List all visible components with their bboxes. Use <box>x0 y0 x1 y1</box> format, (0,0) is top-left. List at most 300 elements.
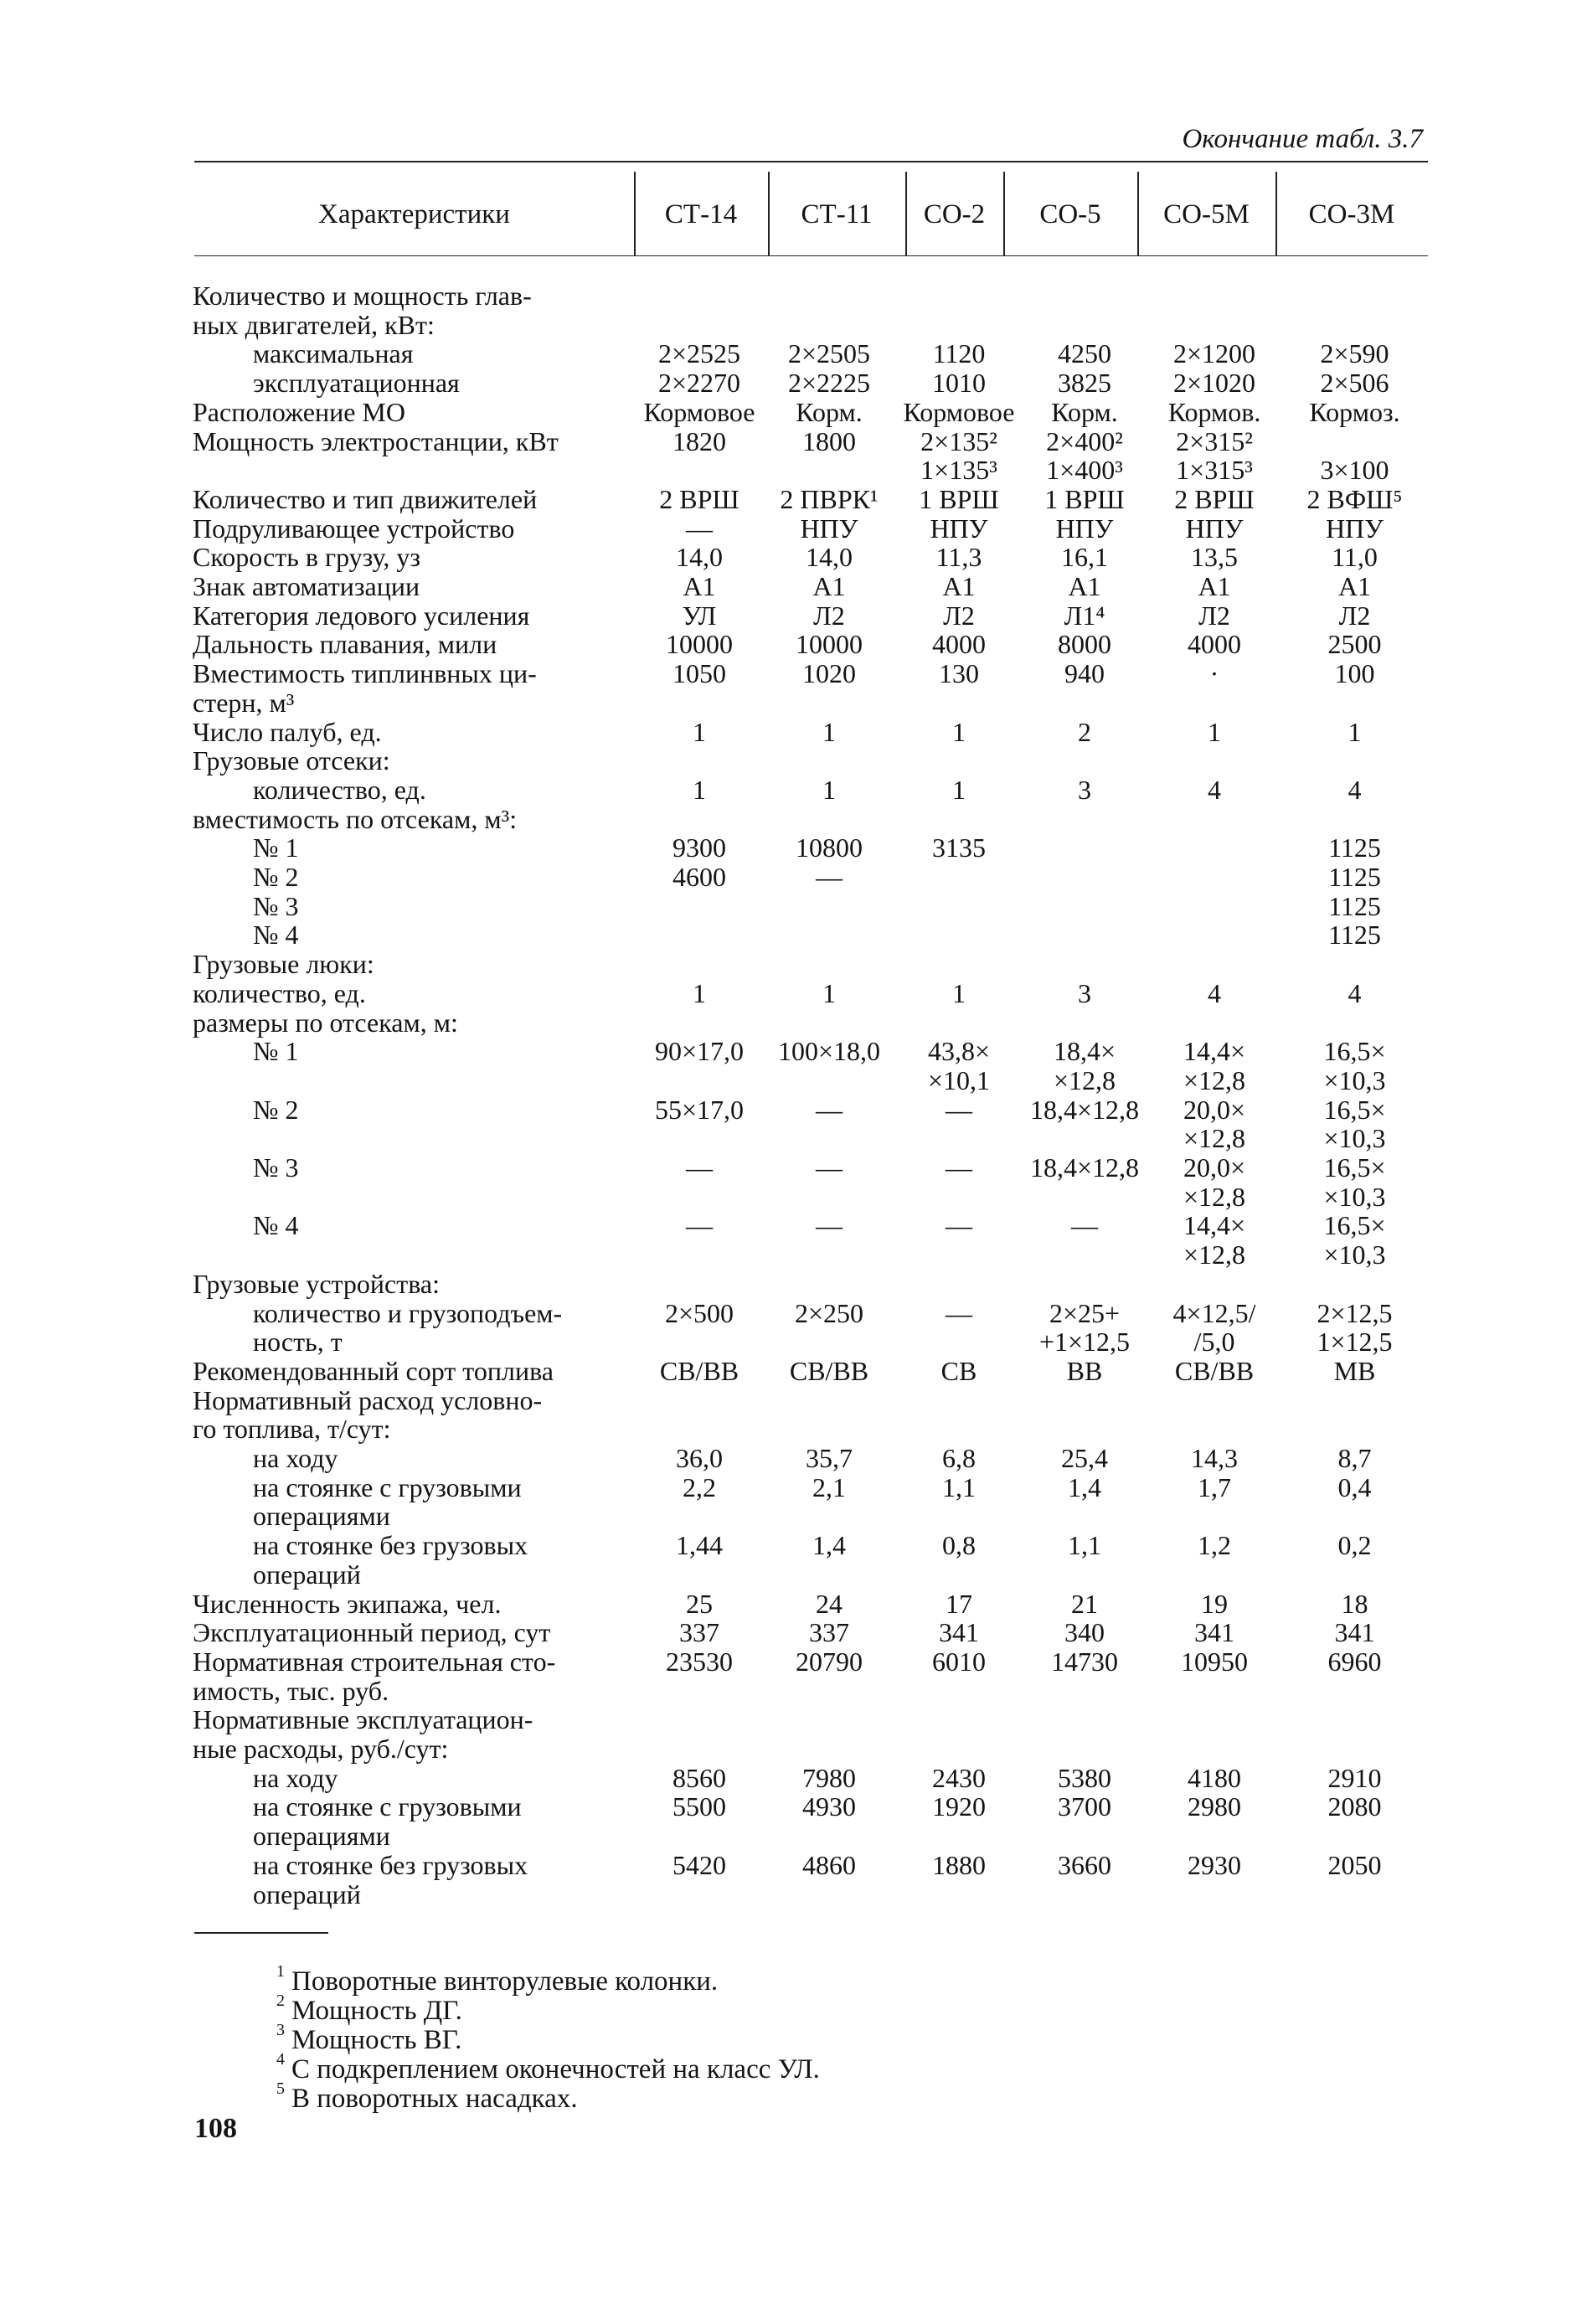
table-cell: 4×12,5/ <box>1172 1297 1256 1328</box>
table-row <box>193 600 1432 631</box>
row-label: Знак автоматизации <box>193 571 420 601</box>
table-cell: 1125 <box>1328 920 1381 951</box>
table-row <box>193 455 1432 485</box>
table-row <box>193 1646 1432 1677</box>
table-cell: 10800 <box>796 832 863 863</box>
table-cell: 1 <box>693 774 706 805</box>
table-cell: 4 <box>1208 774 1221 805</box>
table-cell: 340 <box>1064 1617 1105 1648</box>
table-cell: 4 <box>1348 977 1362 1008</box>
table-cell: 90×17,0 <box>654 1036 745 1067</box>
header-so2: СО-2 <box>923 198 986 229</box>
row-label: Категория ледового усиления <box>193 600 530 631</box>
footnote-mark: 3 <box>276 2021 285 2039</box>
table-cell: 341 <box>1194 1617 1234 1648</box>
footnote-text: Мощность ДГ. <box>291 1996 462 2026</box>
row-label: № 2 <box>253 862 299 892</box>
table-cell: А1 <box>812 571 846 601</box>
footnote-text: С подкреплением оконечностей на класс УЛ. <box>291 2054 820 2084</box>
table-row <box>193 949 1432 979</box>
table-cell: 6960 <box>1327 1646 1382 1677</box>
table-cell: 3700 <box>1058 1791 1111 1822</box>
row-label: операций <box>253 1878 361 1909</box>
table-cell: 36,0 <box>676 1443 723 1473</box>
table-cell: — <box>1071 1210 1098 1241</box>
table-cell: — <box>946 1210 972 1241</box>
footnote-text: Поворотные винторулевые колонки. <box>291 1966 719 1997</box>
table-cell: 2×506 <box>1320 368 1389 399</box>
table-cell: — <box>686 513 713 544</box>
table-cell: 0,4 <box>1337 1471 1372 1502</box>
table-cell: 3660 <box>1058 1849 1111 1880</box>
table-cell: Л1⁴ <box>1064 600 1105 631</box>
row-label: № 3 <box>253 890 299 921</box>
header-so5m: СО-5М <box>1163 198 1250 229</box>
table-row <box>193 1298 1432 1328</box>
table-cell: 16,1 <box>1061 542 1108 573</box>
row-label: на стоянке с грузовыми <box>253 1471 522 1502</box>
table-row <box>193 978 1432 1008</box>
table-cell: 18,4×12,8 <box>1029 1094 1140 1125</box>
table-cell: 4930 <box>802 1791 856 1822</box>
table-cell: 6010 <box>932 1646 986 1677</box>
row-label: стерн, м³ <box>193 687 295 718</box>
table-cell: 14730 <box>1051 1646 1118 1677</box>
table-cell: ×10,3 <box>1323 1123 1386 1154</box>
table-cell: ВВ <box>1066 1355 1103 1386</box>
table-cell: Л2 <box>1338 600 1371 631</box>
table-row <box>193 310 1432 340</box>
header-st14: СТ-14 <box>664 198 738 229</box>
table-row <box>193 1879 1432 1909</box>
table-cell: 16,5× <box>1323 1210 1386 1241</box>
column-divider <box>768 172 770 255</box>
row-label: ность, т <box>253 1327 343 1358</box>
table-cell: 14,4× <box>1183 1210 1246 1241</box>
table-cell: Кормовое <box>643 396 755 427</box>
table-cell: 35,7 <box>806 1443 853 1473</box>
table-row <box>193 1472 1432 1502</box>
table-cell: СВ/ВВ <box>789 1355 869 1386</box>
table-cell: — <box>816 862 843 892</box>
row-label: операций <box>253 1559 361 1590</box>
table-cell: 2 ВРШ <box>1174 483 1255 514</box>
table-cell: ×10,3 <box>1323 1181 1386 1212</box>
row-label: Нормативные эксплуатацион- <box>193 1704 533 1735</box>
row-label: на стоянке без грузовых <box>253 1530 528 1561</box>
column-divider <box>634 172 636 255</box>
table-cell: А1 <box>1337 571 1372 601</box>
table-cell: +1×12,5 <box>1038 1327 1131 1358</box>
column-divider <box>1003 172 1005 255</box>
row-label: Грузовые устройства: <box>193 1268 440 1299</box>
table-cell: 4860 <box>802 1849 856 1880</box>
table-cell: 2×12,5 <box>1317 1297 1393 1328</box>
table-cell: ×12,8 <box>1183 1239 1246 1270</box>
table-cell: 2980 <box>1188 1791 1241 1822</box>
table-cell: 1 <box>822 774 836 805</box>
row-label: эксплуатационная <box>253 368 460 399</box>
table-cell: МВ <box>1333 1355 1376 1386</box>
table-cell: 2×1200 <box>1172 338 1256 369</box>
footnote-mark: 1 <box>276 1962 285 1981</box>
row-label: Подруливающее устройство <box>193 513 515 544</box>
row-label: Расположение МО <box>193 396 405 427</box>
table-cell: 1,7 <box>1198 1471 1231 1502</box>
table-row <box>193 513 1432 544</box>
table-row <box>193 1763 1432 1793</box>
table-cell: 1,4 <box>812 1530 846 1561</box>
table-cell: — <box>816 1210 843 1241</box>
table-cell: А1 <box>683 571 716 601</box>
table-row <box>193 1704 1432 1734</box>
table-row <box>193 1734 1432 1764</box>
table-cell: 18,4× <box>1053 1036 1116 1067</box>
table-cell: 16,5× <box>1323 1094 1386 1125</box>
table-cell: 1 <box>952 977 966 1008</box>
table-cell: 2050 <box>1327 1849 1382 1880</box>
row-label: Количество и тип движителей <box>193 483 538 514</box>
table-cell: 1 <box>952 774 966 805</box>
row-label: количество, ед. <box>193 977 366 1008</box>
table-cell: 1920 <box>932 1791 986 1822</box>
row-label: Рекомендованный сорт топлива <box>193 1355 554 1386</box>
table-cell: 20790 <box>796 1646 863 1677</box>
table-cell: 337 <box>809 1617 849 1648</box>
table-cell: 25 <box>686 1588 713 1619</box>
table-cell: ×12,8 <box>1053 1064 1116 1095</box>
table-cell: 17 <box>946 1588 972 1619</box>
table-cell: ×10,3 <box>1323 1064 1386 1095</box>
table-cell: 940 <box>1064 658 1105 689</box>
table-row <box>193 1095 1432 1125</box>
table-cell: 2430 <box>932 1762 986 1793</box>
table-cell: 18,4×12,8 <box>1029 1152 1140 1183</box>
table-cell: ×12,8 <box>1183 1064 1246 1095</box>
table-cell: А1 <box>1068 571 1101 601</box>
table-cell: 3 <box>1078 977 1091 1008</box>
row-label: количество и грузоподъем- <box>253 1297 563 1328</box>
table-cell: 2×500 <box>664 1297 734 1328</box>
row-label: го топлива, т/сут: <box>193 1414 391 1445</box>
table-cell: Кормоз. <box>1309 396 1400 427</box>
table-cell: 1,2 <box>1198 1530 1231 1561</box>
row-label: максимальная <box>253 338 414 369</box>
table-cell: 1 <box>693 716 706 747</box>
table-row <box>193 1850 1432 1880</box>
row-label: Дальность плавания, мили <box>193 629 497 660</box>
table-row <box>193 1123 1432 1153</box>
table-cell: 1050 <box>672 658 726 689</box>
footnote-mark: 4 <box>276 2050 285 2069</box>
table-cell: 1 <box>952 716 966 747</box>
table-cell: 1120 <box>932 338 986 369</box>
table-cell: 1×315³ <box>1176 455 1253 486</box>
table-row <box>193 484 1432 514</box>
table-cell: Корм. <box>1051 396 1118 427</box>
table-cell: 2080 <box>1327 1791 1382 1822</box>
table-cell: 5500 <box>672 1791 726 1822</box>
table-cell: СВ/ВВ <box>659 1355 739 1386</box>
table-row <box>193 1676 1432 1706</box>
table-cell: 11,0 <box>1332 542 1378 573</box>
table-cell: 0,2 <box>1337 1530 1372 1561</box>
row-label: операциями <box>253 1821 390 1852</box>
table-cell: 2,1 <box>812 1471 846 1502</box>
row-label: на ходу <box>253 1443 338 1473</box>
table-row <box>193 571 1432 601</box>
table-top-rule <box>194 161 1428 162</box>
table-cell: 4000 <box>932 629 986 660</box>
column-divider <box>1275 172 1277 255</box>
table-row <box>193 1589 1432 1619</box>
row-label: № 3 <box>253 1152 299 1183</box>
table-cell: 1,1 <box>1068 1530 1101 1561</box>
table-cell: 4250 <box>1058 338 1111 369</box>
table-cell: 100×18,0 <box>777 1036 881 1067</box>
table-caption: Окончание табл. 3.7 <box>1182 124 1423 154</box>
table-cell: 23530 <box>666 1646 733 1677</box>
row-label: Нормативная строительная сто- <box>193 1646 556 1677</box>
table-cell: Л2 <box>943 600 975 631</box>
table-cell: 1 ВРШ <box>919 483 999 514</box>
table-cell: 6,8 <box>942 1443 976 1473</box>
table-cell: 8560 <box>672 1762 726 1793</box>
table-row <box>193 1007 1432 1038</box>
table-cell: 16,5× <box>1323 1152 1386 1183</box>
table-cell: 3825 <box>1058 368 1111 399</box>
table-row <box>193 1152 1432 1183</box>
row-label: № 1 <box>253 832 299 863</box>
table-row <box>193 862 1432 892</box>
table-cell: 1×400³ <box>1046 455 1123 486</box>
table-cell: 2×2505 <box>787 338 871 369</box>
table-cell: 24 <box>816 1588 843 1619</box>
table-cell: 21 <box>1071 1588 1098 1619</box>
table-cell: 7980 <box>802 1762 856 1793</box>
table-cell: · <box>1209 658 1219 689</box>
table-cell: 43,8× <box>927 1036 991 1067</box>
table-cell: ×12,8 <box>1183 1123 1246 1154</box>
table-cell: 341 <box>939 1617 979 1648</box>
table-row <box>193 1443 1432 1473</box>
table-cell: А1 <box>942 571 976 601</box>
table-cell: 4180 <box>1188 1762 1241 1793</box>
table-cell: 5420 <box>672 1849 726 1880</box>
table-cell: Кормов. <box>1167 396 1261 427</box>
table-cell: 2×590 <box>1320 338 1389 369</box>
table-row <box>193 775 1432 805</box>
table-cell: 1125 <box>1328 862 1381 892</box>
table-cell: 2×400² <box>1046 425 1123 456</box>
table-cell: 55×17,0 <box>654 1094 745 1125</box>
table-cell: 3 <box>1078 774 1091 805</box>
table-cell: СВ/ВВ <box>1174 1355 1255 1386</box>
table-cell: — <box>816 1152 843 1183</box>
table-cell: Корм. <box>796 396 863 427</box>
table-cell: 1020 <box>802 658 856 689</box>
row-label: Грузовые отсеки: <box>193 745 390 776</box>
table-row <box>193 1530 1432 1560</box>
table-cell: СВ <box>940 1355 977 1386</box>
table-row <box>193 1210 1432 1240</box>
table-row <box>193 1791 1432 1822</box>
table-row <box>193 1239 1432 1270</box>
table-row <box>193 717 1432 747</box>
table-cell: 1×12,5 <box>1317 1327 1393 1358</box>
table-cell: 25,4 <box>1061 1443 1108 1473</box>
table-row <box>193 688 1432 718</box>
row-label: ные расходы, руб./сут: <box>193 1734 449 1764</box>
table-cell: 2,2 <box>683 1471 716 1502</box>
table-cell: 1,44 <box>676 1530 723 1561</box>
table-cell: 1010 <box>932 368 986 399</box>
row-label: Вместимость типлинвных ци- <box>193 658 537 689</box>
row-label: № 4 <box>253 1210 299 1241</box>
table-cell: 8,7 <box>1337 1443 1372 1473</box>
table-cell: Кормовое <box>903 396 1015 427</box>
table-cell: 2×2225 <box>787 368 871 399</box>
table-cell: 2×135² <box>920 425 997 456</box>
table-row <box>193 1385 1432 1415</box>
table-cell: 14,3 <box>1191 1443 1238 1473</box>
table-cell: 2×1020 <box>1172 368 1256 399</box>
footnote <box>276 2077 578 2114</box>
row-label: № 1 <box>253 1036 299 1067</box>
table-header-rule <box>194 255 1428 256</box>
table-cell: 2500 <box>1327 629 1382 660</box>
header-so3m: СО-3М <box>1308 198 1395 229</box>
row-label: ных двигателей, кВт: <box>193 309 435 340</box>
table-cell: 1 <box>693 977 706 1008</box>
table-cell: 0,8 <box>942 1530 976 1561</box>
table-cell: 2 ВФШ⁵ <box>1306 483 1403 514</box>
table-row <box>193 1036 1432 1066</box>
table-cell: 1×135³ <box>920 455 997 486</box>
table-cell: НПУ <box>800 513 858 544</box>
row-label: Число палуб, ед. <box>193 716 382 747</box>
column-divider <box>905 172 907 255</box>
header-characteristics: Характеристики <box>318 198 510 229</box>
row-label: Мощность электростанции, кВт <box>193 425 559 456</box>
row-label: Грузовые люки: <box>193 949 374 980</box>
table-row <box>193 368 1432 398</box>
table-cell: 1125 <box>1328 832 1381 863</box>
row-label: количество, ед. <box>253 774 426 805</box>
row-label: на ходу <box>253 1762 338 1793</box>
header-so5: СО-5 <box>1039 198 1101 229</box>
table-cell: 10950 <box>1181 1646 1248 1677</box>
table-cell: 11,3 <box>935 542 982 573</box>
table-cell: 4000 <box>1188 629 1241 660</box>
table-cell: 14,4× <box>1183 1036 1246 1067</box>
table-cell: 19 <box>1201 1588 1228 1619</box>
footnote-rule <box>194 1932 328 1934</box>
table-cell: 1 <box>1348 716 1362 747</box>
table-row <box>193 542 1432 572</box>
table-cell: 2×250 <box>794 1297 864 1328</box>
row-label: операциями <box>253 1501 390 1532</box>
table-cell: — <box>946 1094 972 1125</box>
table-cell: 4600 <box>672 862 726 892</box>
table-cell: — <box>686 1152 713 1183</box>
table-cell: 14,0 <box>676 542 723 573</box>
table-cell: 3135 <box>932 832 986 863</box>
column-divider <box>1137 172 1139 255</box>
table-cell: НПУ <box>930 513 988 544</box>
table-cell: ×10,1 <box>927 1064 991 1095</box>
table-row <box>193 658 1432 688</box>
row-label: имость, тыс. руб. <box>193 1675 389 1706</box>
footnote-mark: 5 <box>276 2079 285 2098</box>
table-cell: 9300 <box>672 832 726 863</box>
table-cell: 10000 <box>666 629 733 660</box>
table-row <box>193 1065 1432 1095</box>
table-cell: 341 <box>1334 1617 1375 1648</box>
table-cell: 1 <box>822 716 836 747</box>
table-row <box>193 1617 1432 1647</box>
row-label: Численность экипажа, чел. <box>193 1588 502 1619</box>
table-row <box>193 1559 1432 1590</box>
table-row <box>193 891 1432 921</box>
table-cell: Л2 <box>1198 600 1230 631</box>
table-cell: НПУ <box>1055 513 1114 544</box>
table-cell: 2×2525 <box>657 338 741 369</box>
row-label: № 2 <box>253 1094 299 1125</box>
table-cell: 16,5× <box>1323 1036 1386 1067</box>
row-label: размеры по отсекам, м: <box>193 1007 458 1038</box>
table-cell: 20,0× <box>1183 1094 1246 1125</box>
footnote-mark: 2 <box>276 1992 285 2010</box>
table-row <box>193 804 1432 834</box>
table-cell: ×12,8 <box>1183 1181 1246 1212</box>
table-cell: 2 <box>1078 716 1091 747</box>
table-cell: 4 <box>1208 977 1221 1008</box>
table-row <box>193 426 1432 456</box>
table-cell: 13,5 <box>1191 542 1238 573</box>
table-row <box>193 1269 1432 1299</box>
table-cell: — <box>686 1210 713 1241</box>
table-cell: — <box>946 1297 972 1328</box>
row-label: № 4 <box>253 920 299 951</box>
header-st11: СТ-11 <box>801 198 873 229</box>
row-label: на стоянке без грузовых <box>253 1849 528 1880</box>
table-cell: 2 ПВРК¹ <box>780 483 879 514</box>
table-cell: 2930 <box>1188 1849 1241 1880</box>
table-cell: 1 <box>1208 716 1221 747</box>
table-cell: 2×2270 <box>657 368 741 399</box>
table-row <box>193 281 1432 311</box>
table-cell: 1820 <box>672 425 726 456</box>
table-cell: 1,4 <box>1068 1471 1101 1502</box>
table-cell: 130 <box>939 658 979 689</box>
table-cell: 1125 <box>1328 890 1381 921</box>
table-row <box>193 1501 1432 1531</box>
table-cell: 3×100 <box>1320 455 1389 486</box>
table-cell: 1 <box>822 977 836 1008</box>
row-label: Количество и мощность глав- <box>193 281 532 311</box>
table-cell: 1 ВРШ <box>1044 483 1125 514</box>
page-number: 108 <box>194 2113 237 2144</box>
table-cell: 5380 <box>1058 1762 1111 1793</box>
table-row <box>193 629 1432 659</box>
table-cell: 1,1 <box>942 1471 976 1502</box>
table-row <box>193 745 1432 776</box>
footnote-text: Мощность ВГ. <box>291 2025 462 2055</box>
row-label: Нормативный расход условно- <box>193 1384 543 1415</box>
row-label: вместимость по отсекам, м³: <box>193 803 518 834</box>
footnote-text: В поворотных насадках. <box>291 2084 578 2114</box>
